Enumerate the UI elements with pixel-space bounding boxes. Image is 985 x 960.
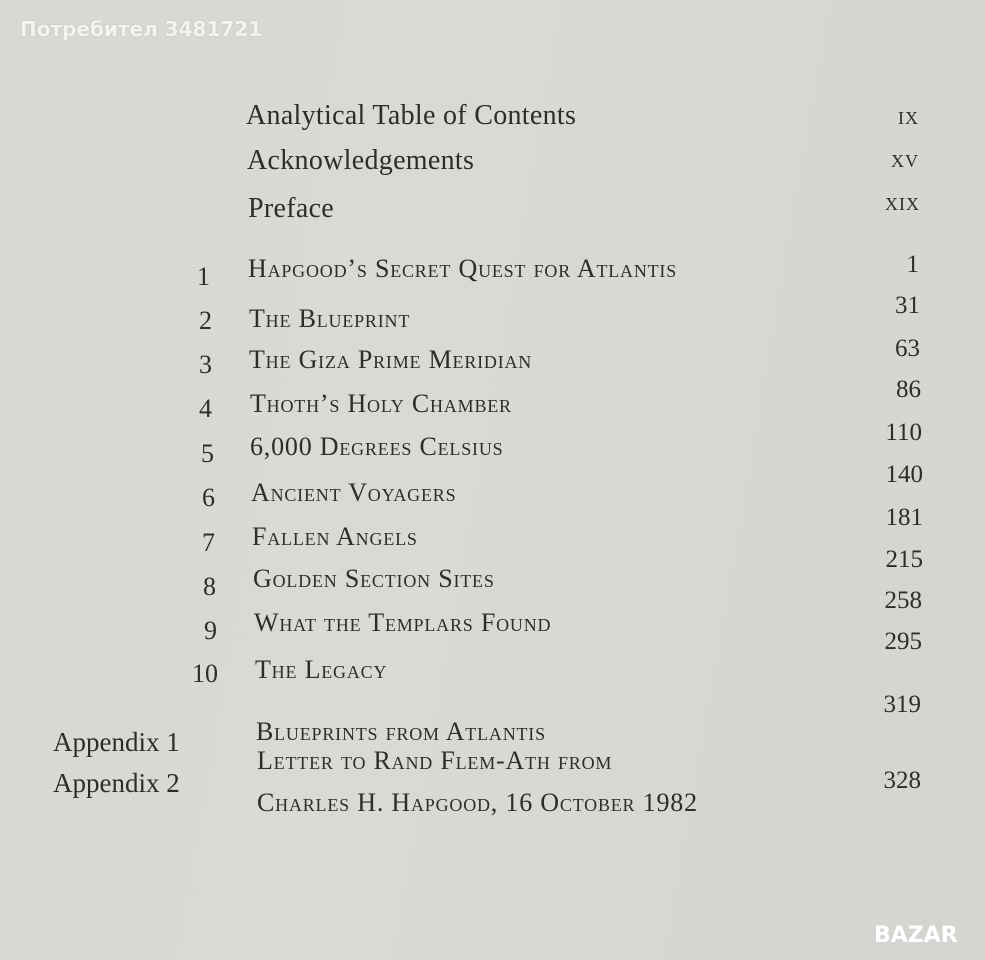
- chapter-number: 7: [202, 528, 215, 557]
- chapter-page: 63: [895, 335, 920, 362]
- appendix-title-line2: Charles H. Hapgood, 16 October 1982: [257, 788, 698, 817]
- appendix-title-line1: Letter to Rand Flem-Ath from: [257, 746, 613, 775]
- toc-front-page: xv: [891, 146, 919, 173]
- chapter-title: Golden Section Sites: [253, 564, 495, 593]
- chapter-page: 258: [884, 587, 922, 614]
- chapter-page: 215: [885, 546, 923, 573]
- chapter-number: 8: [203, 572, 216, 601]
- chapter-page: 140: [885, 461, 923, 488]
- chapter-number: 3: [199, 350, 212, 379]
- chapter-title: Thoth’s Holy Chamber: [250, 389, 512, 418]
- toc-front-page: xix: [885, 189, 920, 216]
- chapter-page: 181: [885, 504, 923, 531]
- chapter-page: 31: [895, 292, 920, 319]
- chapter-title: The Blueprint: [249, 304, 411, 333]
- appendix-page: 328: [883, 767, 921, 794]
- chapter-title: Ancient Voyagers: [251, 478, 457, 507]
- watermark: Потребител 3481721: [20, 17, 263, 41]
- toc-front-title: Analytical Table of Contents: [246, 100, 577, 131]
- chapter-number: 1: [197, 262, 210, 291]
- chapter-number: 10: [192, 659, 218, 688]
- chapter-title: The Giza Prime Meridian: [249, 345, 533, 374]
- chapter-number: 5: [201, 439, 214, 468]
- chapter-page: 1: [906, 251, 919, 278]
- appendix-page: 319: [883, 691, 921, 718]
- toc-front-title: Acknowledgements: [247, 145, 475, 176]
- chapter-title: Hapgood’s Secret Quest for Atlantis: [248, 254, 678, 283]
- chapter-number: 9: [204, 616, 217, 645]
- chapter-page: 86: [896, 376, 921, 403]
- chapter-title: 6,000 Degrees Celsius: [250, 432, 504, 461]
- bazar-logo-icon: [872, 916, 976, 952]
- chapter-page: 295: [884, 628, 922, 655]
- chapter-title: The Legacy: [255, 655, 388, 684]
- toc-front-page: ix: [898, 103, 919, 130]
- appendix-title: Blueprints from Atlantis: [256, 717, 546, 746]
- chapter-page: 110: [885, 419, 922, 446]
- chapter-title: Fallen Angels: [252, 522, 418, 551]
- toc-front-title: Preface: [248, 193, 335, 224]
- chapter-number: 2: [199, 306, 212, 335]
- chapter-number: 6: [202, 483, 215, 512]
- chapter-number: 4: [199, 394, 212, 423]
- logo-text: BAZAR: [874, 923, 958, 948]
- appendix-label: Appendix 2: [53, 768, 180, 798]
- chapter-title: What the Templars Found: [254, 608, 552, 637]
- appendix-label: Appendix 1: [53, 727, 180, 757]
